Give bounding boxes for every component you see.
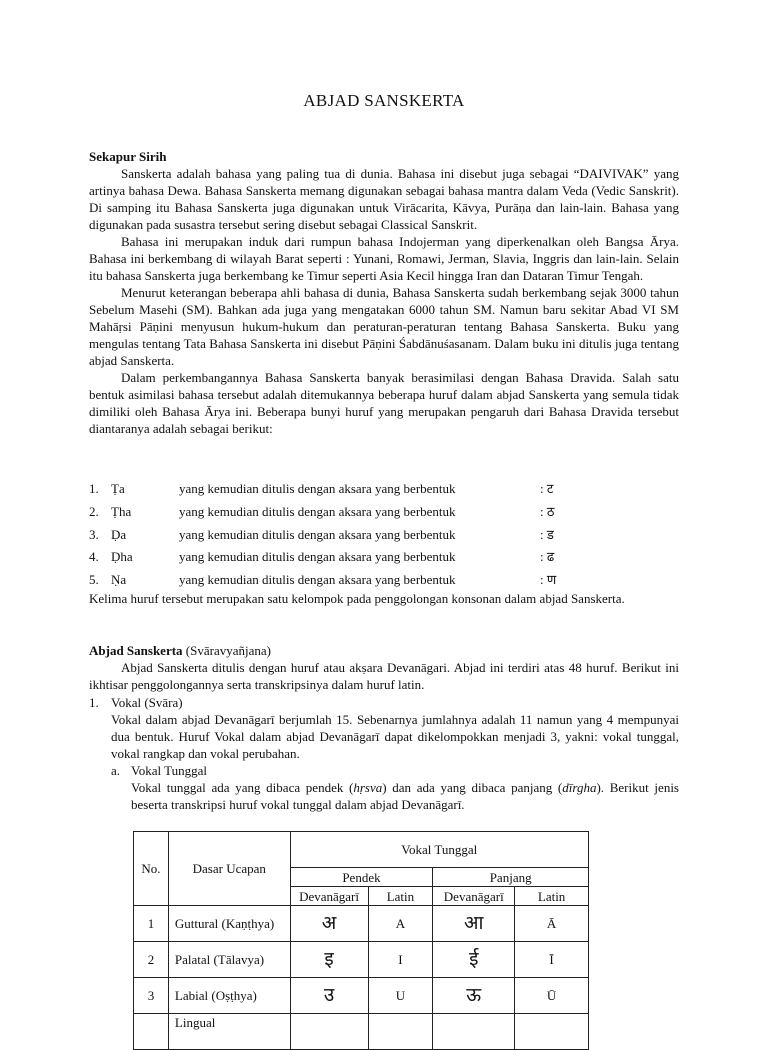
document-title: ABJAD SANSKERTA [303, 91, 465, 110]
table-row: 3 Labial (Oṣṭhya) उ U ऊ Ū [134, 978, 589, 1014]
table-header-panjang: Panjang [433, 868, 589, 887]
list-item: 3. Ḍa yang kemudian ditulis dengan aksara yang berbentuk : ड [89, 527, 554, 542]
section-heading: Abjad Sanskerta (Svāravyañjana) [89, 643, 271, 658]
paragraph: Kelima huruf tersebut merupakan satu kelompok pada penggolongan konsonan dalam abjad Sanskerta. [89, 591, 625, 606]
paragraph: Bahasa ini merupakan induk dari rumpun bahasa Indojerman yang diperkenalkan oleh Bangsa Ārya. Bahasa ini berkembang di wilayah Barat seperti : Yunani, Romawi, Jerman, Slavia, Inggris dan lain-lain. Selain itu bahasa Sanskerta juga berkembang ke Timur seperti Asia Kecil hingga Iran dan Dataran Timur Tengah. [89, 234, 679, 283]
section-heading: Sekapur Sirih [89, 149, 167, 164]
vokal-tunggal-description: Vokal tunggal ada yang dibaca pendek (hṛsva) dan ada yang dibaca panjang (dīrgha). Berikut jenis beserta transkripsi huruf vokal tunggal dalam abjad Devanāgarī. [131, 780, 679, 812]
list-item: 5. Ṇa yang kemudian ditulis dengan aksara yang berbentuk : ण [89, 572, 557, 587]
table-header-vokal-tunggal: Vokal Tunggal [290, 832, 588, 868]
paragraph: Dalam perkembangannya Bahasa Sanskerta banyak berasimilasi dengan Bahasa Dravida. Salah satu bentuk asimilasi bahasa tersebut adalah ditemukannya beberapa huruf dalam abjad Sanskerta yang semula tidak dimiliki oleh Bahasa Ārya ini. Beberapa bunyi huruf yang merupakan pengaruh dari Bahasa Dravida tersebut diantaranya adalah sebagai berikut: [89, 370, 679, 436]
vokal-tunggal-table [133, 831, 589, 1050]
table-header-dasar-ucapan: Dasar Ucapan [168, 832, 290, 906]
section-abjad-sanskerta [89, 642, 679, 693]
list-item: 2. Ṭha yang kemudian ditulis dengan aksara yang berbentuk : ठ [89, 504, 555, 519]
table-header-latin: Latin [368, 887, 433, 906]
paragraph-kelima [89, 590, 679, 607]
paragraph: Sanskerta adalah bahasa yang paling tua di dunia. Bahasa ini disebut juga sebagai “DAIVIVAK” yang artinya bahasa Dewa. Bahasa Sanskerta memang digunakan sebagai bahasa mantra dalam Veda (Vedic Sanskrit). Di samping itu Bahasa Sanskerta juga digunakan untuk Virācarita, Kāvya, Purāṇa dan lain-lain. Bahasa yang digunakan pada susastra tersebut sering disebut sebagai Classical Sanskrit. [89, 166, 679, 232]
table-header-devanagari: Devanāgarī [290, 887, 368, 906]
table-header-pendek: Pendek [290, 868, 433, 887]
table-header-devanagari: Devanāgarī [433, 887, 515, 906]
list-item: 1. Ṭa yang kemudian ditulis dengan aksara yang berbentuk : ट [89, 481, 554, 496]
section-sekapur-sirih [89, 148, 679, 437]
table-header-latin: Latin [515, 887, 589, 906]
table-row: 2 Palatal (Tālavya) इ I ई Ī [134, 942, 589, 978]
table-row: Lingual [134, 1014, 589, 1050]
vokal-description: Vokal dalam abjad Devanāgarī berjumlah 15. Sebenarnya jumlahnya adalah 11 namun yang 4 mempunyai dua bentuk. Huruf Vokal dalam abjad Devanāgarī dapat dikelompokkan menjadi 3, yakni: vokal tunggal, vokal rangkap dan vokal perubahan. [111, 712, 679, 761]
paragraph: Abjad Sanskerta ditulis dengan huruf atau akṣara Devanāgari. Abjad ini terdiri atas 48 huruf. Berikut ini ikhtisar penggolongannya serta transkripsinya dalam huruf latin. [89, 660, 679, 692]
paragraph: Menurut keterangan beberapa ahli bahasa di dunia, Bahasa Sanskerta sudah berkembang sejak 3000 tahun Sebelum Masehi (SM). Bahkan ada juga yang mengatakan 6000 tahun SM. Namun baru sekitar Abad VI SM Mahāṛsi Pāṇini menyusun hukum-hukum dan peraturan-peraturan tentang Bahasa Sanskerta. Buku yang mengulas tentang Tata Bahasa Sanskerta ini disebut Pāṇini Śabdānuśasanam. Dalam buku ini ditulis juga tentang abjad Sanskerta. [89, 285, 679, 368]
list-item: 4. Ḍha yang kemudian ditulis dengan aksara yang berbentuk : ढ [89, 549, 555, 564]
table-header-no: No. [134, 832, 169, 906]
table-row: 1 Guttural (Kaṇṭhya) अ A आ Ā [134, 906, 589, 942]
